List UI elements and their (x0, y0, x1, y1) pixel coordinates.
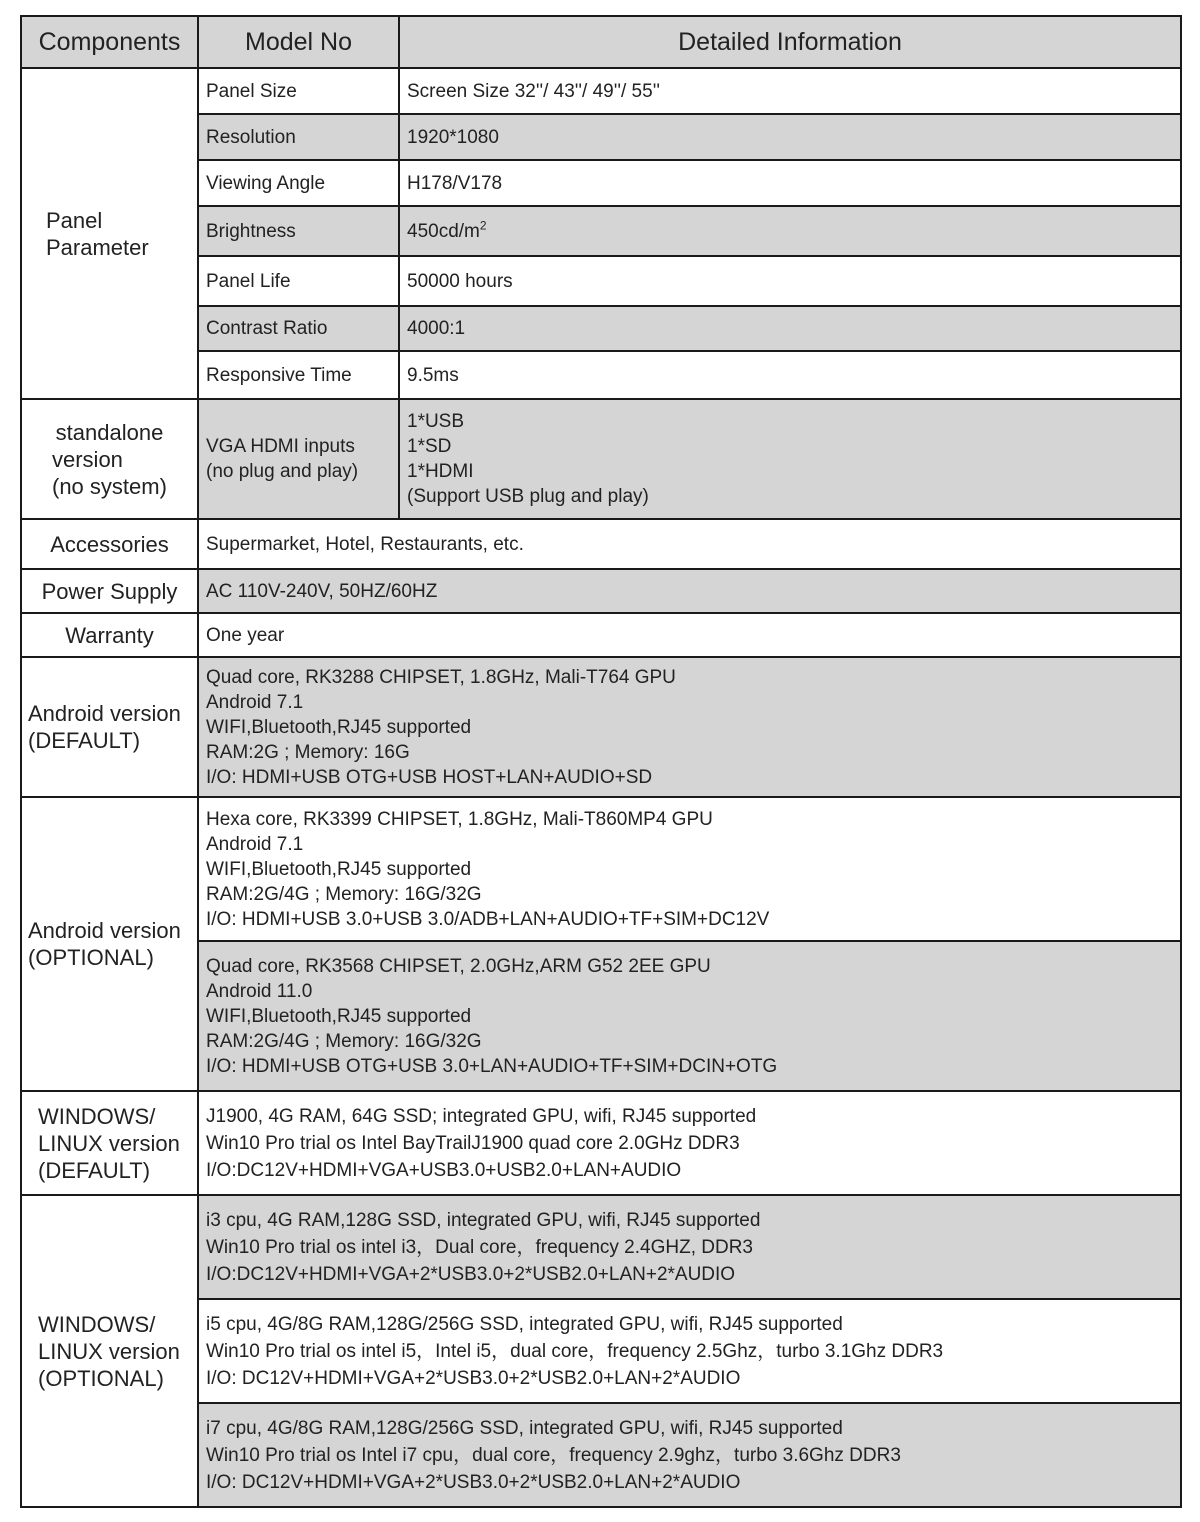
detail-line: Quad core, RK3568 CHIPSET, 2.0GHz,ARM G52 2EE GPU (206, 955, 711, 977)
model-line: (no plug and play) (206, 461, 359, 482)
detail-line: i3 cpu, 4G RAM,128G SSD, integrated GPU, wifi, RJ45 supported (206, 1209, 761, 1231)
android-optional-label (21, 797, 198, 1091)
table-row (21, 68, 1181, 114)
detail-line: (Support USB plug and play) (407, 486, 649, 507)
header-row (21, 16, 1181, 68)
detail-line: Android 11.0 (206, 980, 313, 1002)
spec-label: Viewing Angle (198, 160, 399, 206)
spec-label: Panel Life (198, 256, 399, 306)
detail-line: I/O: HDMI+USB OTG+USB HOST+LAN+AUDIO+SD (206, 766, 653, 788)
standalone-model (198, 399, 399, 519)
detail-line: 1*SD (407, 436, 452, 457)
detail-line: Win10 Pro trial os intel i3，Dual core，frequency 2.4GHZ, DDR3 (206, 1236, 753, 1258)
windows-optional-label (21, 1195, 198, 1507)
component-line: LINUX version (38, 1130, 180, 1156)
spec-value: 1920*1080 (399, 114, 1181, 160)
power-label: Power Supply (21, 569, 198, 613)
android-default-label (21, 657, 198, 797)
detail-line: Android 7.1 (206, 833, 304, 855)
spec-table (20, 15, 1182, 1508)
detail-line: 1*USB (407, 411, 465, 432)
accessories-value: Supermarket, Hotel, Restaurants, etc. (198, 519, 1181, 569)
detail-line: Win10 Pro trial os Intel BayTrailJ1900 quad core 2.0GHz DDR3 (206, 1132, 740, 1154)
header-components: Components (21, 16, 198, 68)
header-detailed-info: Detailed Information (399, 16, 1181, 68)
detail-line: i7 cpu, 4G/8G RAM,128G/256G SSD, integrated GPU, wifi, RJ45 supported (206, 1417, 843, 1439)
brightness-value: 450cd/m (407, 220, 480, 242)
component-line: standalone (55, 419, 164, 445)
detail-line: I/O: HDMI+USB 3.0+USB 3.0/ADB+LAN+AUDIO+TF+SIM+DC12V (206, 908, 770, 930)
component-line: Android version (28, 918, 181, 943)
spec-value (399, 206, 1181, 256)
table-row (21, 657, 1181, 797)
detail-line: RAM:2G ; Memory: 16G (206, 741, 410, 763)
detail-line: I/O: DC12V+HDMI+VGA+2*USB3.0+2*USB2.0+LAN+2*AUDIO (206, 1367, 741, 1389)
table-row (21, 519, 1181, 569)
component-line: WINDOWS/ (38, 1103, 156, 1129)
spec-label: Responsive Time (198, 351, 399, 399)
component-line: (DEFAULT) (38, 1157, 151, 1183)
detail-line: Quad core, RK3288 CHIPSET, 1.8GHz, Mali-T764 GPU (206, 666, 676, 688)
table-row (21, 569, 1181, 613)
detail-line: I/O:DC12V+HDMI+VGA+2*USB3.0+2*USB2.0+LAN+2*AUDIO (206, 1263, 736, 1285)
detail-line: J1900, 4G RAM, 64G SSD; integrated GPU, wifi, RJ45 supported (206, 1105, 757, 1127)
model-line: VGA HDMI inputs (206, 436, 355, 457)
detail-line: 1*HDMI (407, 461, 474, 482)
spec-label: Contrast Ratio (198, 306, 399, 351)
detail-line: WIFI,Bluetooth,RJ45 supported (206, 1005, 472, 1027)
standalone-details (399, 399, 1181, 519)
table-row (21, 399, 1181, 519)
component-line: Panel (46, 207, 103, 233)
panel-parameter-label (21, 68, 198, 399)
component-line: Parameter (46, 234, 149, 260)
detail-line: Android 7.1 (206, 691, 304, 713)
component-line: (OPTIONAL) (38, 1365, 164, 1391)
component-line: Android version (28, 701, 181, 726)
spec-value: 50000 hours (399, 256, 1181, 306)
spec-label: Brightness (198, 206, 399, 256)
spec-value: 9.5ms (399, 351, 1181, 399)
detail-line: i5 cpu, 4G/8G RAM,128G/256G SSD, integrated GPU, wifi, RJ45 supported (206, 1313, 843, 1335)
warranty-value: One year (198, 613, 1181, 657)
detail-line: Win10 Pro trial os Intel i7 cpu，dual core，frequency 2.9ghz，turbo 3.6Ghz DDR3 (206, 1444, 901, 1466)
component-line: LINUX version (38, 1338, 180, 1364)
windows-default-label (21, 1091, 198, 1195)
warranty-label: Warranty (21, 613, 198, 657)
windows-default-details (198, 1091, 1181, 1195)
spec-value: 4000:1 (399, 306, 1181, 351)
detail-line: I/O: DC12V+HDMI+VGA+2*USB3.0+2*USB2.0+LAN+2*AUDIO (206, 1471, 741, 1493)
accessories-label: Accessories (21, 519, 198, 569)
detail-line: WIFI,Bluetooth,RJ45 supported (206, 858, 472, 880)
superscript: 2 (479, 218, 487, 233)
spec-label: Panel Size (198, 68, 399, 114)
component-line: WINDOWS/ (38, 1311, 156, 1337)
windows-option-details (198, 1195, 1181, 1299)
android-option-details (198, 797, 1181, 941)
table-row (21, 797, 1181, 941)
component-line: version (52, 446, 123, 472)
component-line: (no system) (52, 473, 167, 499)
detail-line: RAM:2G/4G ; Memory: 16G/32G (206, 883, 482, 905)
detail-line: Hexa core, RK3399 CHIPSET, 1.8GHz, Mali-T860MP4 GPU (206, 808, 713, 830)
header-model-no: Model No (198, 16, 399, 68)
component-line: (OPTIONAL) (28, 945, 154, 970)
table-row (21, 613, 1181, 657)
table-row (21, 1091, 1181, 1195)
spec-value: Screen Size 32''/ 43''/ 49''/ 55'' (399, 68, 1181, 114)
detail-line: RAM:2G/4G ; Memory: 16G/32G (206, 1030, 482, 1052)
detail-line: I/O: HDMI+USB OTG+USB 3.0+LAN+AUDIO+TF+SIM+DCIN+OTG (206, 1055, 778, 1077)
android-option-details (198, 941, 1181, 1091)
android-default-details (198, 657, 1181, 797)
spec-value: H178/V178 (399, 160, 1181, 206)
table-row (21, 1195, 1181, 1299)
windows-option-details (198, 1403, 1181, 1507)
detail-line: WIFI,Bluetooth,RJ45 supported (206, 716, 472, 738)
power-value: AC 110V-240V, 50HZ/60HZ (198, 569, 1181, 613)
windows-option-details (198, 1299, 1181, 1403)
detail-line: I/O:DC12V+HDMI+VGA+USB3.0+USB2.0+LAN+AUDIO (206, 1159, 682, 1181)
detail-line: Win10 Pro trial os intel i5，Intel i5，dual core，frequency 2.5Ghz，turbo 3.1Ghz DDR3 (206, 1340, 944, 1362)
component-line: (DEFAULT) (28, 728, 141, 753)
standalone-label (21, 399, 198, 519)
spec-label: Resolution (198, 114, 399, 160)
